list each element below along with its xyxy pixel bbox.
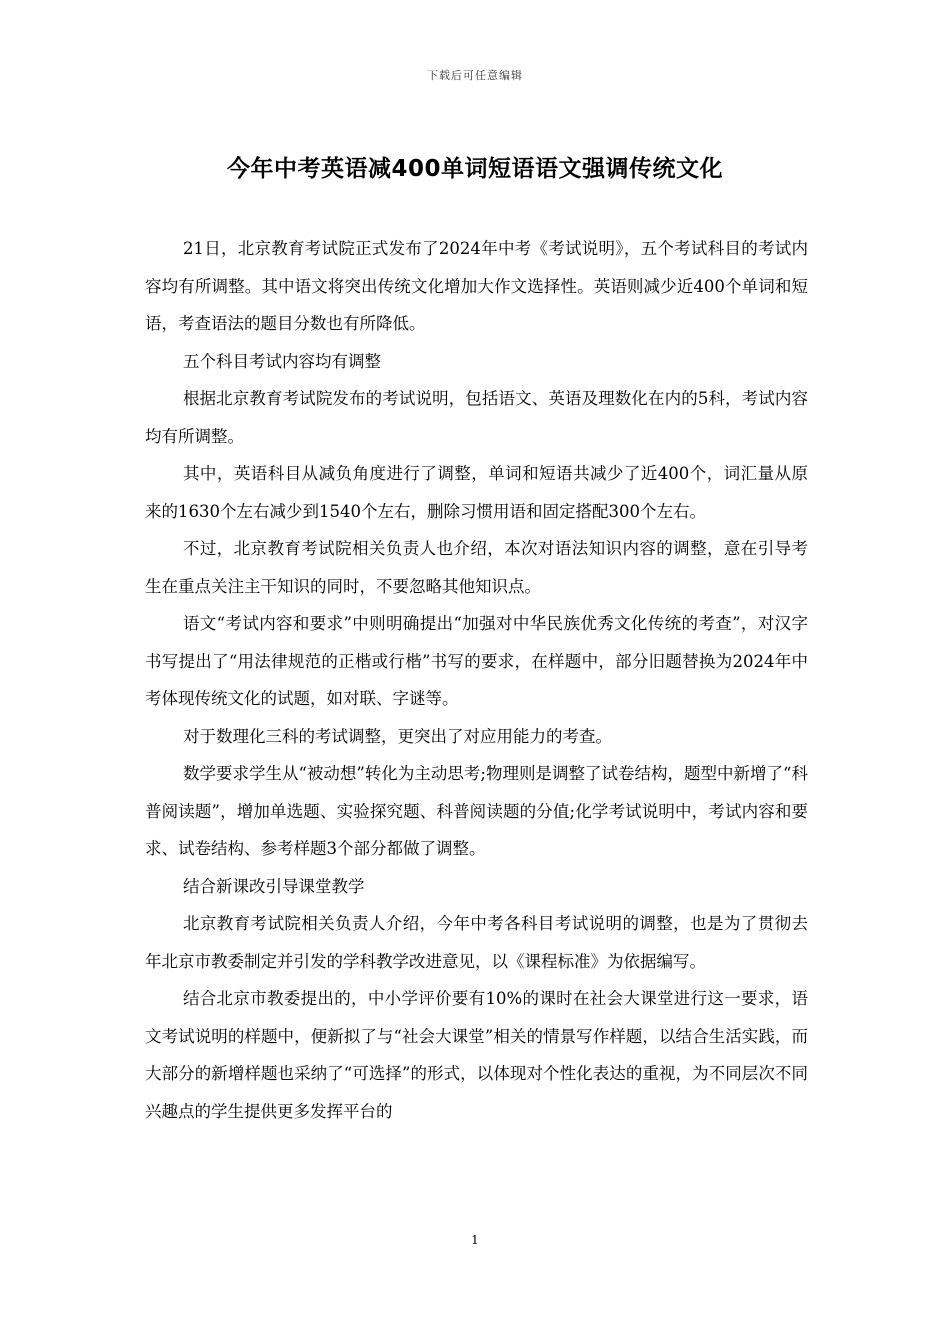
paragraph: 数学要求学生从“被动想”转化为主动思考;物理则是调整了试卷结构，题型中新增了“科普阅读题”，增加单选题、实验探究题、科普阅读题的分值;化学考试说明中，考试内容和要求、试卷结构、参考样题3个部分都做了调整。 [145, 764, 808, 858]
section-heading: 结合新课改引导课堂教学 [182, 876, 365, 896]
paragraph: 其中，英语科目从减负角度进行了调整，单词和短语共减少了近400个，词汇量从原来的1630个左右减少到1540个左右，删除习惯用语和固定搭配300个左右。 [145, 464, 808, 521]
page-number: 1 [471, 1233, 479, 1247]
paragraph: 不过，北京教育考试院相关负责人也介绍，本次对语法知识内容的调整，意在引导考生在重点关注主干知识的同时，不要忽略其他知识点。 [145, 539, 808, 596]
section-heading: 五个科目考试内容均有调整 [182, 351, 381, 371]
paragraph: 21日，北京教育考试院正式发布了2024年中考《考试说明》，五个考试科目的考试内容均有所调整。其中语文将突出传统文化增加大作文选择性。英语则减少近400个单词和短语，考查语法的题目分数也有所降低。 [145, 239, 808, 333]
paragraph: 对于数理化三科的考试调整，更突出了对应用能力的考查。 [182, 726, 612, 746]
header-note: 下载后可任意编辑 [427, 69, 523, 82]
paragraph: 根据北京教育考试院发布的考试说明，包括语文、英语及理数化在内的5科，考试内容均有所调整。 [145, 389, 808, 446]
paragraph: 北京教育考试院相关负责人介绍，今年中考各科目考试说明的调整，也是为了贯彻去年北京市教委制定并引发的学科教学改进意见，以《课程标准》为依据编写。 [145, 914, 808, 971]
document-title: 今年中考英语减400单词短语语文强调传统文化 [226, 156, 723, 182]
paragraph: 结合北京市教委提出的，中小学评价要有10%的课时在社会大课堂进行这一要求，语文考试说明的样题中，便新拟了与“社会大课堂”相关的情景写作样题，以结合生活实践，而大部分的新增样题也采纳了“可选择”的形式，以体现对个性化表达的重视，为不同层次不同兴趣点的学生提供更多发挥平台的 [145, 989, 808, 1121]
document-body [145, 230, 808, 1130]
paragraph: 语文“考试内容和要求”中则明确提出“加强对中华民族优秀文化传统的考查”，对汉字书写提出了“用法律规范的正楷或行楷”书写的要求，在样题中，部分旧题替换为2024年中考体现传统文化的试题，如对联、字谜等。 [145, 614, 808, 708]
